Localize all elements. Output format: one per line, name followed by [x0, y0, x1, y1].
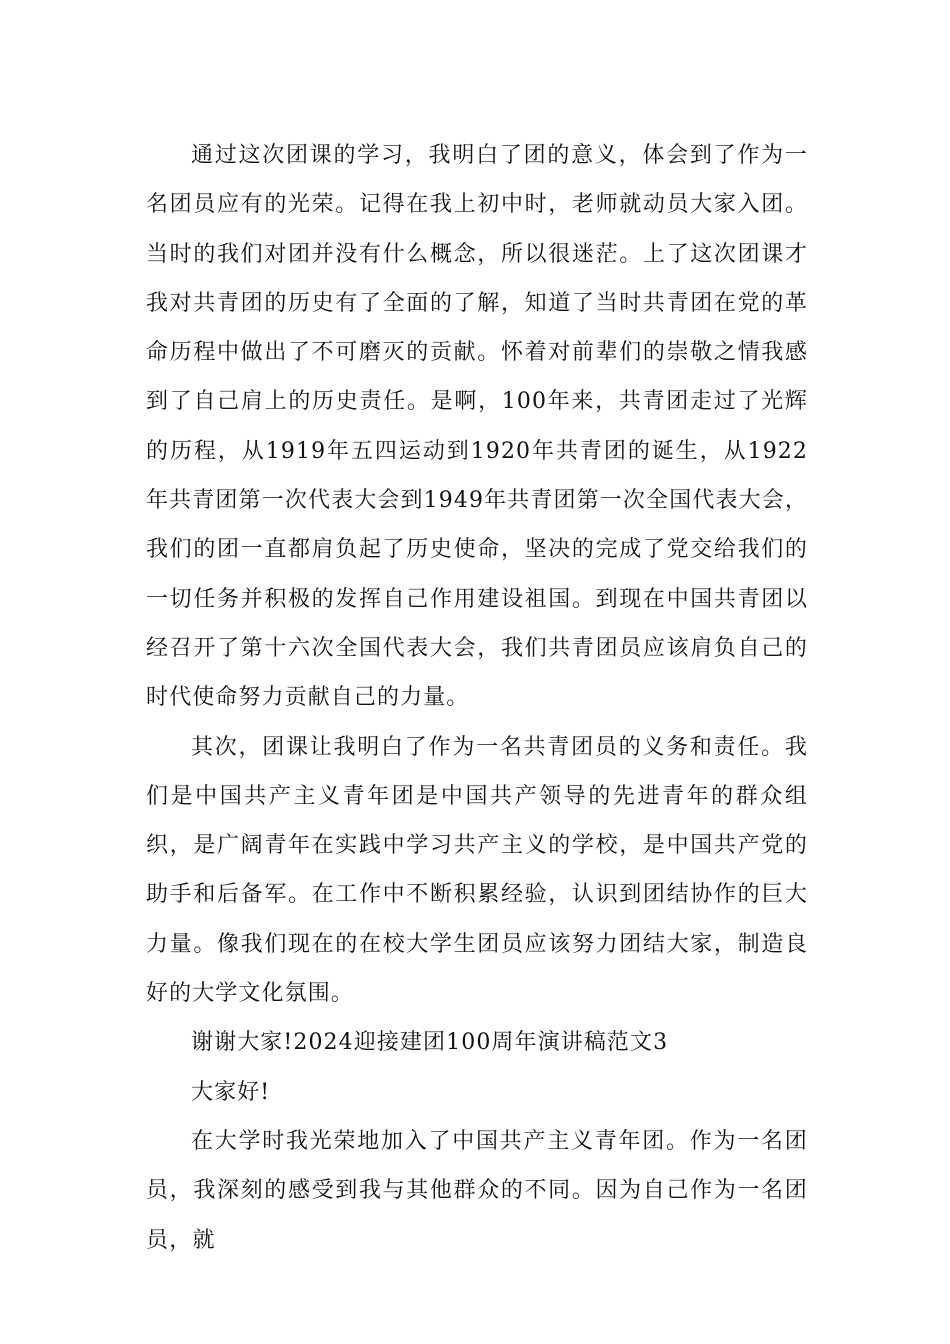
paragraph-study-reflection: 通过这次团课的学习，我明白了团的意义，体会到了作为一名团员应有的光荣。记得在我上初中时，老师就动员大家入团。当时的我们对团并没有什么概念，所以很迷茫。上了这次团课才我对共青团的历史有了全面的了解，知道了当时共青团在党的革命历程中做出了不可磨灭的贡献。怀着对前辈们的崇敬之情我感到了自己肩上的历史责任。是啊，100年来，共青团走过了光辉的历程，从1919年五四运动到1920年共青团的诞生，从1922年共青团第一次代表大会到1949年共青团第一次全国代表大会，我们的团一直都肩负起了历史使命，坚决的完成了党交给我们的一切任务并积极的发挥自己作用建设祖国。到现在中国共青团以经召开了第十六次全国代表大会，我们共青团员应该肩负自己的时代使命努力贡献自己的力量。 — [146, 143, 808, 711]
paragraph-university-membership: 在大学时我光荣地加入了中国共产主义青年团。作为一名团员，我深刻的感受到我与其他群众的不同。因为自己作为一名团员，就 — [146, 1128, 808, 1253]
document-body — [146, 131, 808, 1265]
paragraph-greeting: 大家好! — [191, 1079, 271, 1105]
paragraph-speech-title: 谢谢大家!2024迎接建团100周年演讲稿范文3 — [191, 1030, 669, 1056]
paragraph-duties-responsibilities: 其次，团课让我明白了作为一名共青团员的义务和责任。我们是中国共产主义青年团是中国共产领导的先进青年的群众组织，是广阔青年在实践中学习共产主义的学校，是中国共产党的助手和后备军。在工作中不断积累经验，认识到团结协作的巨大力量。像我们现在的在校大学生团员应该努力团结大家，制造良好的大学文化氛围。 — [146, 734, 808, 1007]
